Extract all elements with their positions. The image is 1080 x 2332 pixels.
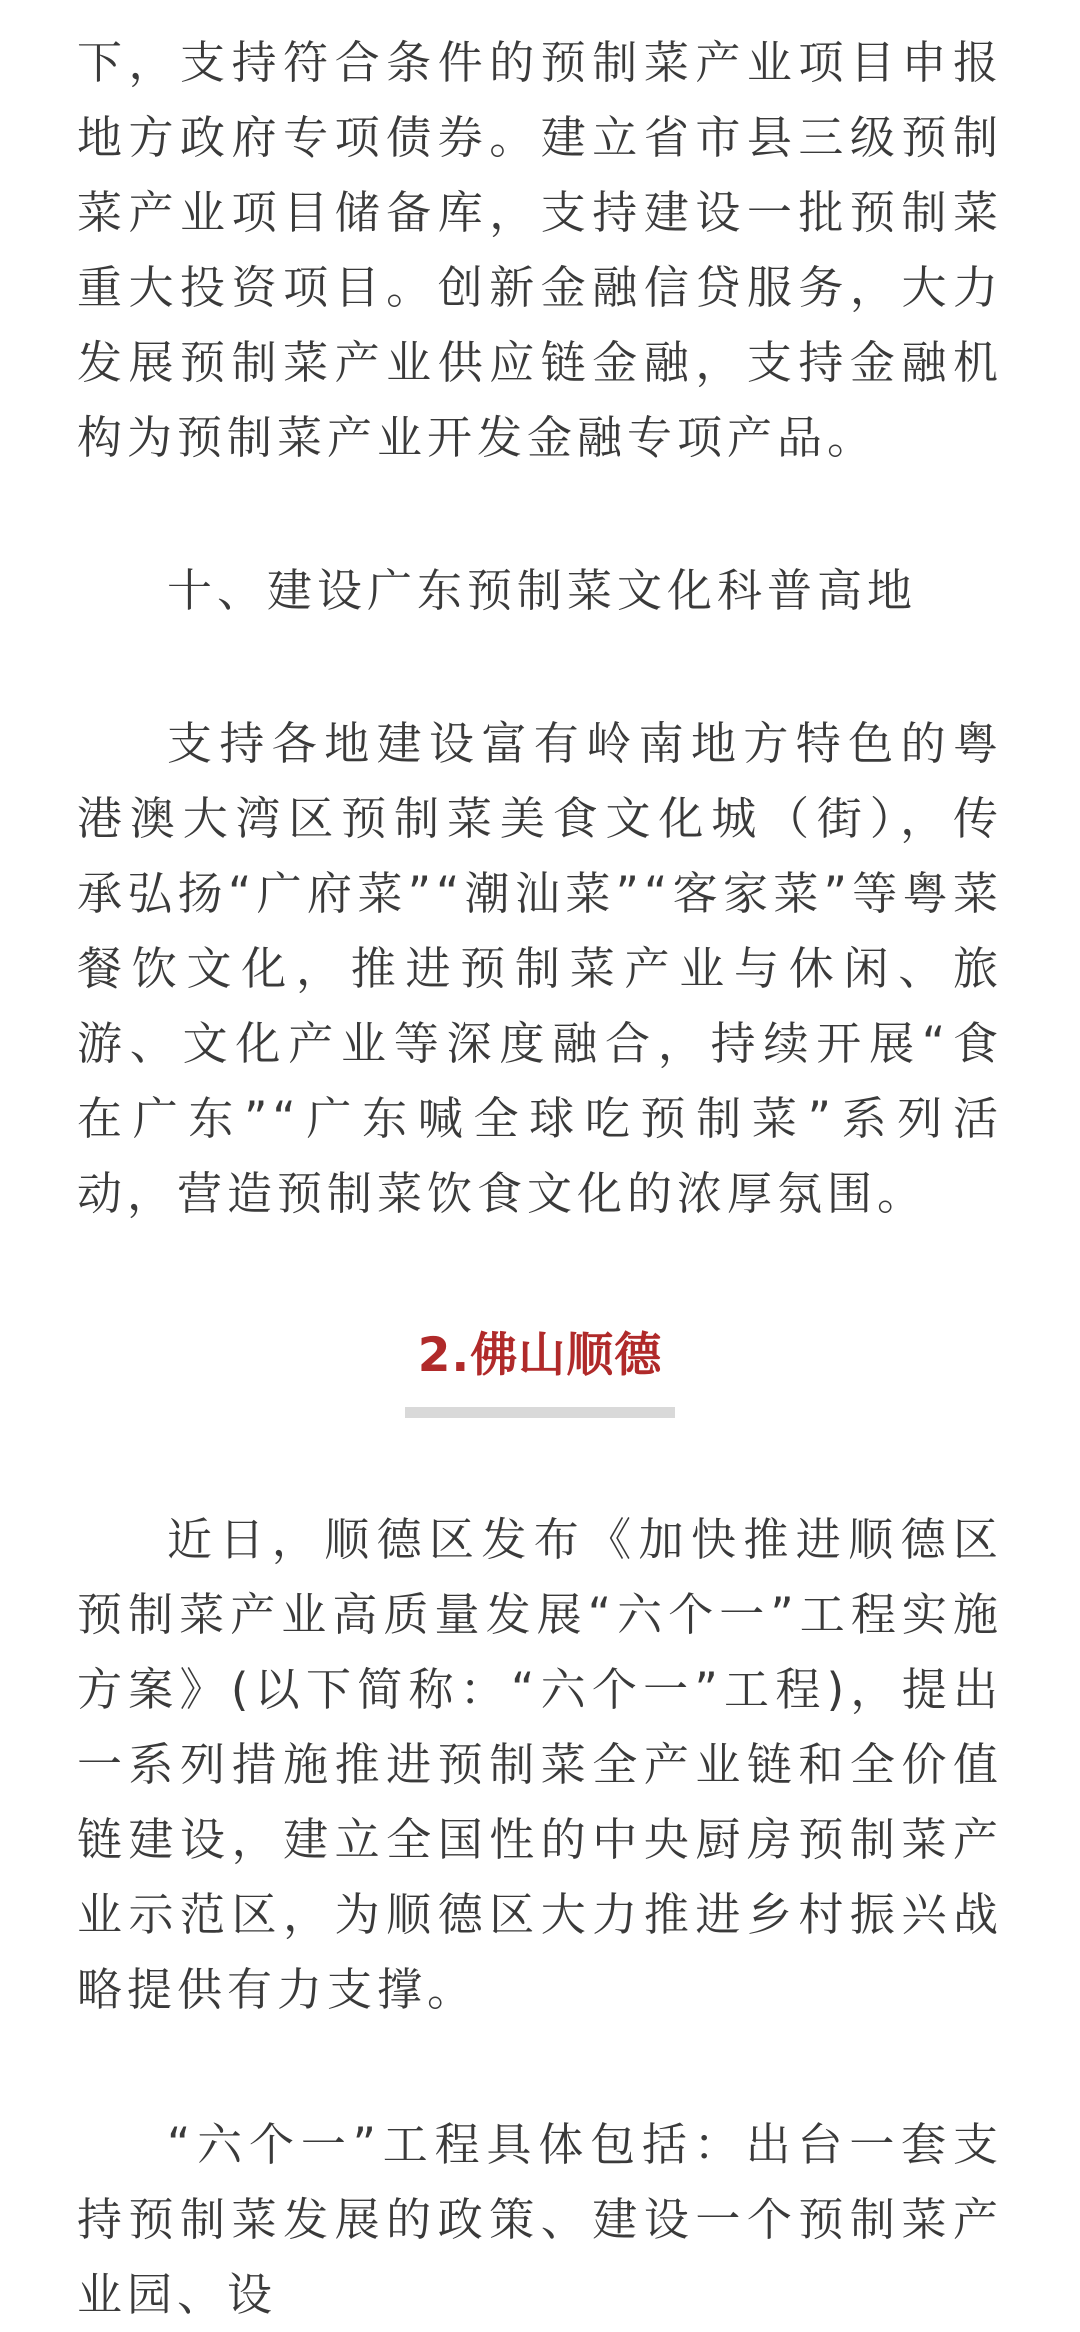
spacer xyxy=(77,2027,1003,2107)
section-title: 2.佛山顺德 xyxy=(417,1328,663,1383)
section-title-underline xyxy=(405,1407,675,1418)
spacer xyxy=(77,475,1003,553)
paragraph-food-culture: 支持各地建设富有岭南地方特色的粤港澳大湾区预制菜美食文化城（街），传承弘扬“广府菜”“潮汕菜”“客家菜”等粤菜餐饮文化，推进预制菜产业与休闲、旅游、文化产业等深度融合，持续开展“食在广东”“广东喊全球吃预制菜”系列活动，营造预制菜饮食文化的浓厚氛围。 xyxy=(77,717,1003,1220)
paragraph-shunde-plan: 近日，顺德区发布《加快推进顺德区预制菜产业高质量发展“六个一”工程实施方案》(以下简称：“六个一”工程)，提出一系列措施推进预制菜全产业链和全价值链建设，建立全国性的中央厨房预制菜产业示范区，为顺德区大力推进乡村振兴战略提供有力支撑。 xyxy=(77,1513,1003,2016)
paragraph-six-ones: “六个一”工程具体包括：出台一套支持预制菜发展的政策、建设一个预制菜产业园、设 xyxy=(77,2118,1003,2321)
article-body xyxy=(77,0,1003,2332)
subheading-culture-highland: 十、建设广东预制菜文化科普高地 xyxy=(167,564,918,617)
paragraph-financing: 下，支持符合条件的预制菜产业项目申报地方政府专项债券。建立省市县三级预制菜产业项目储备库，支持建设一批预制菜重大投资项目。创新金融信贷服务，大力发展预制菜产业供应链金融，支持金融机构为预制菜产业开发金融专项产品。 xyxy=(77,36,1003,464)
spacer xyxy=(77,1418,1003,1502)
spacer xyxy=(77,628,1003,706)
spacer xyxy=(77,1231,1003,1326)
